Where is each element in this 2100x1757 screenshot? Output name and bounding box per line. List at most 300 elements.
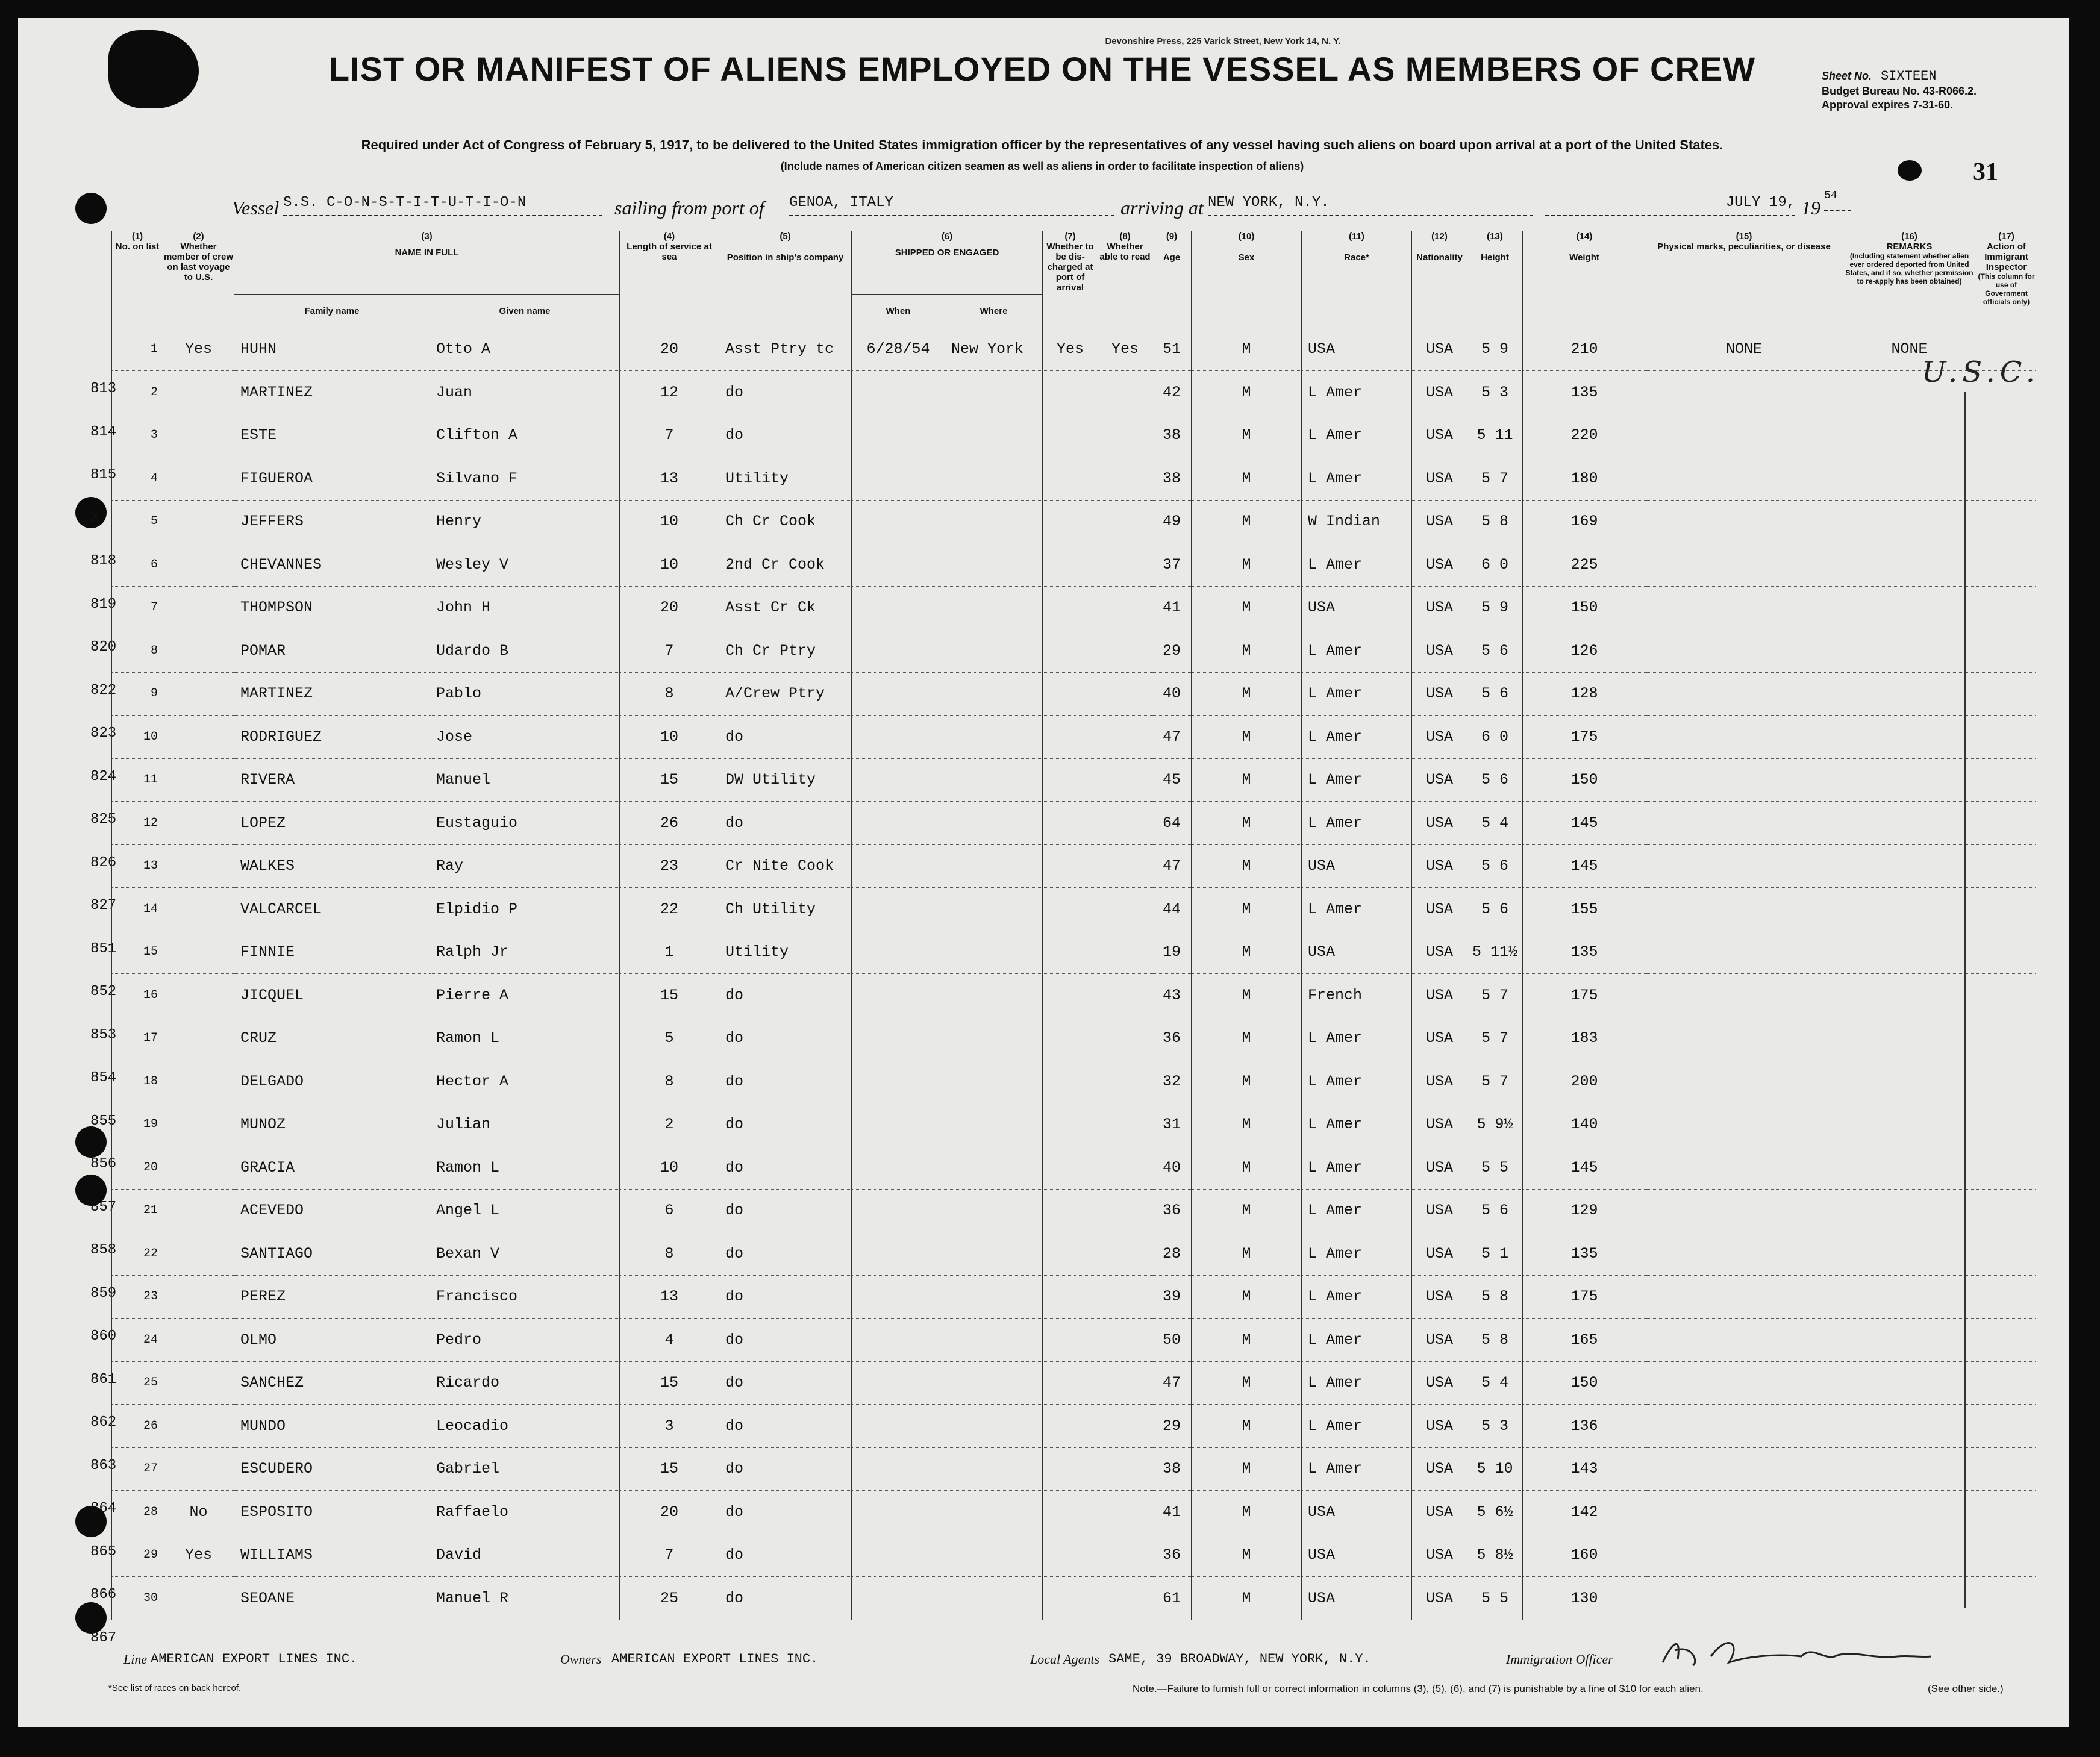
position-cell: do	[719, 1577, 852, 1620]
col-family-name-header: Family name	[234, 294, 430, 328]
age-cell: 47	[1152, 844, 1192, 888]
age-cell: 49	[1152, 500, 1192, 543]
service-cell: 1	[620, 931, 719, 974]
margin-number: 864	[90, 1500, 117, 1517]
sex-cell: M	[1192, 1189, 1302, 1232]
arrival-port: NEW YORK, N.Y.	[1208, 195, 1533, 216]
nationality-cell: USA	[1412, 844, 1467, 888]
race-cell: French	[1302, 974, 1412, 1017]
weight-cell: 155	[1523, 888, 1646, 931]
family-name-cell: MUNDO	[234, 1405, 430, 1448]
height-cell: 5 6½	[1467, 1491, 1523, 1534]
margin-number: 860	[90, 1328, 117, 1344]
age-cell: 32	[1152, 1060, 1192, 1103]
col-when-header: When	[852, 294, 945, 328]
age-cell: 61	[1152, 1577, 1192, 1620]
race-cell: L Amer	[1302, 543, 1412, 587]
sex-cell: M	[1192, 328, 1302, 371]
sex-cell: M	[1192, 629, 1302, 673]
service-cell: 7	[620, 629, 719, 673]
position-cell: Utility	[719, 457, 852, 501]
sex-cell: M	[1192, 414, 1302, 457]
sex-cell: M	[1192, 1447, 1302, 1491]
sex-cell: M	[1192, 802, 1302, 845]
service-cell: 12	[620, 371, 719, 414]
departure-port: GENOA, ITALY	[789, 195, 1114, 216]
nationality-cell: USA	[1412, 586, 1467, 629]
age-cell: 38	[1152, 457, 1192, 501]
race-cell: L Amer	[1302, 371, 1412, 414]
row-number: 20	[112, 1146, 163, 1190]
shipped-when-cell: 6/28/54	[852, 328, 945, 371]
height-cell: 5 11½	[1467, 931, 1523, 974]
family-name-cell: WILLIAMS	[234, 1534, 430, 1577]
height-cell: 5 6	[1467, 844, 1523, 888]
race-cell: L Amer	[1302, 1447, 1412, 1491]
vessel-name: S.S. C-O-N-S-T-I-T-U-T-I-O-N	[283, 195, 602, 216]
service-cell: 20	[620, 586, 719, 629]
family-name-cell: SEOANE	[234, 1577, 430, 1620]
race-cell: L Amer	[1302, 802, 1412, 845]
age-cell: 29	[1152, 1405, 1192, 1448]
given-name-cell: Udardo B	[430, 629, 620, 673]
sex-cell: M	[1192, 716, 1302, 759]
row-number: 1	[112, 328, 163, 371]
height-cell: 5 8	[1467, 500, 1523, 543]
given-name-cell: Raffaelo	[430, 1491, 620, 1534]
page-title: LIST OR MANIFEST OF ALIENS EMPLOYED ON THE VESSEL AS MEMBERS OF CREW	[328, 50, 1756, 88]
position-cell: do	[719, 1103, 852, 1146]
race-cell: L Amer	[1302, 1319, 1412, 1362]
service-cell: 5	[620, 1017, 719, 1060]
weight-cell: 145	[1523, 1146, 1646, 1190]
position-cell: do	[719, 1017, 852, 1060]
height-cell: 5 5	[1467, 1577, 1523, 1620]
nationality-cell: USA	[1412, 974, 1467, 1017]
position-cell: do	[719, 1534, 852, 1577]
weight-cell: 130	[1523, 1577, 1646, 1620]
weight-cell: 135	[1523, 1232, 1646, 1276]
given-name-cell: Pablo	[430, 672, 620, 716]
height-cell: 5 9	[1467, 586, 1523, 629]
nationality-cell: USA	[1412, 888, 1467, 931]
race-cell: L Amer	[1302, 1103, 1412, 1146]
margin-number: 857	[90, 1199, 117, 1216]
age-cell: 40	[1152, 1146, 1192, 1190]
row-number: 10	[112, 716, 163, 759]
position-cell: do	[719, 371, 852, 414]
margin-number: 865	[90, 1543, 117, 1560]
sex-cell: M	[1192, 758, 1302, 802]
weight-cell: 200	[1523, 1060, 1646, 1103]
age-cell: 43	[1152, 974, 1192, 1017]
height-cell: 5 8	[1467, 1275, 1523, 1319]
row-number: 16	[112, 974, 163, 1017]
weight-cell: 175	[1523, 716, 1646, 759]
service-cell: 15	[620, 758, 719, 802]
weight-cell: 150	[1523, 1361, 1646, 1405]
position-cell: Asst Ptry tc	[719, 328, 852, 371]
remarks-cell: NONE	[1842, 328, 1977, 371]
given-name-cell: Manuel	[430, 758, 620, 802]
row-number: 23	[112, 1275, 163, 1319]
race-cell: USA	[1302, 328, 1412, 371]
service-cell: 10	[620, 716, 719, 759]
race-cell: L Amer	[1302, 1361, 1412, 1405]
row-number: 6	[112, 543, 163, 587]
margin-number: 862	[90, 1414, 117, 1431]
given-name-cell: Ramon L	[430, 1017, 620, 1060]
row-number: 18	[112, 1060, 163, 1103]
position-cell: Ch Utility	[719, 888, 852, 931]
family-name-cell: MARTINEZ	[234, 672, 430, 716]
service-cell: 8	[620, 1060, 719, 1103]
position-cell: do	[719, 1319, 852, 1362]
weight-cell: 145	[1523, 802, 1646, 845]
margin-number: 861	[90, 1371, 117, 1388]
margin-number: 853	[90, 1026, 117, 1043]
service-cell: 8	[620, 672, 719, 716]
race-cell: L Amer	[1302, 716, 1412, 759]
col-no-header: (1) No. on list	[112, 231, 163, 328]
race-cell: L Amer	[1302, 1275, 1412, 1319]
weight-cell: 126	[1523, 629, 1646, 673]
family-name-cell: JICQUEL	[234, 974, 430, 1017]
weight-cell: 220	[1523, 414, 1646, 457]
sex-cell: M	[1192, 371, 1302, 414]
prev-voyage-cell: Yes	[163, 1534, 234, 1577]
form-subtitle-note: (Include names of American citizen seamen as well as aliens in order to facilitate inspection of aliens)	[780, 160, 1304, 172]
given-name-cell: Silvano F	[430, 457, 620, 501]
family-name-cell: CHEVANNES	[234, 543, 430, 587]
row-number: 24	[112, 1319, 163, 1362]
margin-number: 820	[90, 639, 117, 655]
given-name-cell: John H	[430, 586, 620, 629]
nationality-cell: USA	[1412, 1232, 1467, 1276]
family-name-cell: VALCARCEL	[234, 888, 430, 931]
position-cell: do	[719, 974, 852, 1017]
row-number: 14	[112, 888, 163, 931]
margin-number: 867	[90, 1629, 117, 1646]
given-name-cell: Manuel R	[430, 1577, 620, 1620]
given-name-cell: Elpidio P	[430, 888, 620, 931]
given-name-cell: Jose	[430, 716, 620, 759]
margin-number: 852	[90, 984, 117, 1000]
row-number: 13	[112, 844, 163, 888]
weight-cell: 150	[1523, 586, 1646, 629]
nationality-cell: USA	[1412, 1491, 1467, 1534]
col-discharged-header: (7) Whether to be dis-charged at port of arrival	[1043, 231, 1098, 328]
position-cell: do	[719, 1361, 852, 1405]
service-cell: 10	[620, 1146, 719, 1190]
nationality-cell: USA	[1412, 629, 1467, 673]
height-cell: 6 0	[1467, 716, 1523, 759]
row-number: 7	[112, 586, 163, 629]
nationality-cell: USA	[1412, 1405, 1467, 1448]
line-value: AMERICAN EXPORT LINES INC.	[151, 1652, 518, 1667]
col-given-name-header: Given name	[430, 294, 620, 328]
row-number: 2	[112, 371, 163, 414]
family-name-cell: SANTIAGO	[234, 1232, 430, 1276]
height-cell: 5 5	[1467, 1146, 1523, 1190]
margin-number: 855	[90, 1113, 117, 1129]
family-name-cell: MARTINEZ	[234, 371, 430, 414]
margin-number: X	[90, 510, 99, 526]
position-cell: do	[719, 414, 852, 457]
approval-expiry: Approval expires 7-31-60.	[1822, 99, 1954, 111]
service-cell: 3	[620, 1405, 719, 1448]
row-number: 27	[112, 1447, 163, 1491]
row-number: 11	[112, 758, 163, 802]
height-cell: 5 6	[1467, 629, 1523, 673]
sex-cell: M	[1192, 672, 1302, 716]
nationality-cell: USA	[1412, 1319, 1467, 1362]
race-cell: L Amer	[1302, 457, 1412, 501]
col-action-header: (17) Action of Immigrant Inspector (This column for use of Government officials only)	[1977, 231, 2036, 328]
nationality-cell: USA	[1412, 716, 1467, 759]
age-cell: 40	[1152, 672, 1192, 716]
race-cell: L Amer	[1302, 758, 1412, 802]
col-shipped-header: (6) SHIPPED OR ENGAGED	[852, 231, 1043, 294]
row-number: 3	[112, 414, 163, 457]
family-name-cell: LOPEZ	[234, 802, 430, 845]
age-cell: 31	[1152, 1103, 1192, 1146]
page-mark: 31	[1973, 158, 1998, 186]
weight-cell: 225	[1523, 543, 1646, 587]
height-cell: 5 7	[1467, 974, 1523, 1017]
position-cell: Utility	[719, 931, 852, 974]
service-cell: 6	[620, 1189, 719, 1232]
nationality-cell: USA	[1412, 672, 1467, 716]
sex-cell: M	[1192, 1361, 1302, 1405]
age-cell: 50	[1152, 1319, 1192, 1362]
shipped-where-cell: New York	[945, 328, 1043, 371]
weight-cell: 140	[1523, 1103, 1646, 1146]
family-name-cell: MUNOZ	[234, 1103, 430, 1146]
weight-cell: 136	[1523, 1405, 1646, 1448]
age-cell: 44	[1152, 888, 1192, 931]
service-cell: 2	[620, 1103, 719, 1146]
position-cell: A/Crew Ptry	[719, 672, 852, 716]
age-cell: 45	[1152, 758, 1192, 802]
height-cell: 5 6	[1467, 758, 1523, 802]
agents-value: SAME, 39 BROADWAY, NEW YORK, N.Y.	[1108, 1652, 1494, 1667]
service-cell: 20	[620, 1491, 719, 1534]
given-name-cell: David	[430, 1534, 620, 1577]
family-name-cell: RIVERA	[234, 758, 430, 802]
given-name-cell: Ricardo	[430, 1361, 620, 1405]
nationality-cell: USA	[1412, 758, 1467, 802]
family-name-cell: JEFFERS	[234, 500, 430, 543]
margin-number: 814	[90, 423, 117, 440]
nationality-cell: USA	[1412, 1361, 1467, 1405]
height-cell: 5 4	[1467, 1361, 1523, 1405]
family-name-cell: WALKES	[234, 844, 430, 888]
row-number: 4	[112, 457, 163, 501]
race-cell: L Amer	[1302, 1232, 1412, 1276]
year-suffix: 54	[1824, 190, 1851, 211]
position-cell: do	[719, 1405, 852, 1448]
age-cell: 47	[1152, 716, 1192, 759]
sex-cell: M	[1192, 457, 1302, 501]
prev-voyage-cell: No	[163, 1491, 234, 1534]
col-physical-header: (15) Physical marks, peculiarities, or disease	[1646, 231, 1842, 328]
sex-cell: M	[1192, 1275, 1302, 1319]
given-name-cell: Leocadio	[430, 1405, 620, 1448]
age-cell: 47	[1152, 1361, 1192, 1405]
row-number: 9	[112, 672, 163, 716]
height-cell: 5 9	[1467, 328, 1523, 371]
given-name-cell: Clifton A	[430, 414, 620, 457]
prev-voyage-cell: Yes	[163, 328, 234, 371]
height-cell: 5 3	[1467, 1405, 1523, 1448]
row-number: 26	[112, 1405, 163, 1448]
weight-cell: 175	[1523, 974, 1646, 1017]
given-name-cell: Francisco	[430, 1275, 620, 1319]
nationality-cell: USA	[1412, 1060, 1467, 1103]
sex-cell: M	[1192, 1491, 1302, 1534]
nationality-cell: USA	[1412, 500, 1467, 543]
height-cell: 5 11	[1467, 414, 1523, 457]
given-name-cell: Julian	[430, 1103, 620, 1146]
age-cell: 41	[1152, 1491, 1192, 1534]
row-number: 25	[112, 1361, 163, 1405]
given-name-cell: Angel L	[430, 1189, 620, 1232]
row-number: 17	[112, 1017, 163, 1060]
position-cell: Cr Nite Cook	[719, 844, 852, 888]
weight-cell: 175	[1523, 1275, 1646, 1319]
family-name-cell: FINNIE	[234, 931, 430, 974]
nationality-cell: USA	[1412, 1146, 1467, 1190]
height-cell: 6 0	[1467, 543, 1523, 587]
race-cell: USA	[1302, 586, 1412, 629]
discharged-cell: Yes	[1043, 328, 1098, 371]
margin-number: 822	[90, 682, 117, 699]
row-number: 22	[112, 1232, 163, 1276]
weight-cell: 183	[1523, 1017, 1646, 1060]
given-name-cell: Henry	[430, 500, 620, 543]
service-cell: 13	[620, 457, 719, 501]
age-cell: 29	[1152, 629, 1192, 673]
form-subtitle: Required under Act of Congress of February 5, 1917, to be delivered to the United States immigration officer by the representatives of any vessel having such aliens on board upon arrival at a port of the United States.	[361, 137, 1723, 152]
given-name-cell: Wesley V	[430, 543, 620, 587]
sheet-number: SIXTEEN	[1875, 69, 1942, 84]
position-cell: DW Utility	[719, 758, 852, 802]
nationality-cell: USA	[1412, 1103, 1467, 1146]
service-cell: 7	[620, 1534, 719, 1577]
col-age-header: (9) Age	[1152, 231, 1192, 328]
height-cell: 5 8½	[1467, 1534, 1523, 1577]
margin-number: 825	[90, 811, 117, 828]
sex-cell: M	[1192, 1103, 1302, 1146]
position-cell: do	[719, 1146, 852, 1190]
col-remarks-header: (16) REMARKS (Including statement whether alien ever ordered deported from United States, and if so, whether permission to re-apply has been obtained)	[1842, 231, 1977, 328]
height-cell: 5 4	[1467, 802, 1523, 845]
height-cell: 5 10	[1467, 1447, 1523, 1491]
row-number: 8	[112, 629, 163, 673]
position-cell: do	[719, 1275, 852, 1319]
margin-number: 859	[90, 1285, 117, 1302]
year-prefix: 19	[1801, 197, 1820, 219]
physical-marks-cell: NONE	[1646, 328, 1842, 371]
family-name-cell: ESTE	[234, 414, 430, 457]
age-cell: 42	[1152, 371, 1192, 414]
nationality-cell: USA	[1412, 371, 1467, 414]
position-cell: Ch Cr Ptry	[719, 629, 852, 673]
height-cell: 5 7	[1467, 457, 1523, 501]
service-cell: 15	[620, 1447, 719, 1491]
sex-cell: M	[1192, 543, 1302, 587]
family-name-cell: RODRIGUEZ	[234, 716, 430, 759]
sailing-label: sailing from port of	[614, 197, 764, 219]
position-cell: Ch Cr Cook	[719, 500, 852, 543]
age-cell: 36	[1152, 1189, 1192, 1232]
weight-cell: 165	[1523, 1319, 1646, 1362]
row-number: 5	[112, 500, 163, 543]
age-cell: 51	[1152, 328, 1192, 371]
given-name-cell: Ralph Jr	[430, 931, 620, 974]
given-name-cell: Ramon L	[430, 1146, 620, 1190]
weight-cell: 160	[1523, 1534, 1646, 1577]
age-cell: 37	[1152, 543, 1192, 587]
position-cell: 2nd Cr Cook	[719, 543, 852, 587]
service-cell: 7	[620, 414, 719, 457]
race-cell: USA	[1302, 1491, 1412, 1534]
sex-cell: M	[1192, 1146, 1302, 1190]
family-name-cell: CRUZ	[234, 1017, 430, 1060]
sex-cell: M	[1192, 500, 1302, 543]
margin-number: 856	[90, 1156, 117, 1172]
height-cell: 5 9½	[1467, 1103, 1523, 1146]
col-race-header: (11) Race*	[1302, 231, 1412, 328]
nationality-cell: USA	[1412, 1017, 1467, 1060]
position-cell: do	[719, 716, 852, 759]
family-name-cell: ACEVEDO	[234, 1189, 430, 1232]
weight-cell: 150	[1523, 758, 1646, 802]
margin-number: 866	[90, 1587, 117, 1603]
sheet-label: Sheet No.	[1822, 70, 1872, 82]
sex-cell: M	[1192, 1534, 1302, 1577]
sex-cell: M	[1192, 1060, 1302, 1103]
margin-number: 815	[90, 467, 117, 483]
nationality-cell: USA	[1412, 1275, 1467, 1319]
service-cell: 4	[620, 1319, 719, 1362]
nationality-cell: USA	[1412, 1534, 1467, 1577]
family-name-cell: ESCUDERO	[234, 1447, 430, 1491]
margin-number: 827	[90, 897, 117, 914]
nationality-cell: USA	[1412, 1447, 1467, 1491]
sex-cell: M	[1192, 1232, 1302, 1276]
race-cell: L Amer	[1302, 1189, 1412, 1232]
press-imprint: Devonshire Press, 225 Varick Street, New York 14, N. Y.	[1105, 36, 1341, 46]
family-name-cell: PEREZ	[234, 1275, 430, 1319]
row-number: 12	[112, 802, 163, 845]
position-cell: do	[719, 1189, 852, 1232]
position-cell: do	[719, 802, 852, 845]
weight-cell: 145	[1523, 844, 1646, 888]
margin-number: 858	[90, 1242, 117, 1258]
service-cell: 10	[620, 543, 719, 587]
race-cell: L Amer	[1302, 414, 1412, 457]
height-cell: 5 7	[1467, 1060, 1523, 1103]
family-name-cell: FIGUEROA	[234, 457, 430, 501]
row-number: 19	[112, 1103, 163, 1146]
race-cell: L Amer	[1302, 629, 1412, 673]
given-name-cell: Bexan V	[430, 1232, 620, 1276]
margin-number: 826	[90, 854, 117, 871]
margin-number: 813	[90, 381, 117, 397]
given-name-cell: Juan	[430, 371, 620, 414]
